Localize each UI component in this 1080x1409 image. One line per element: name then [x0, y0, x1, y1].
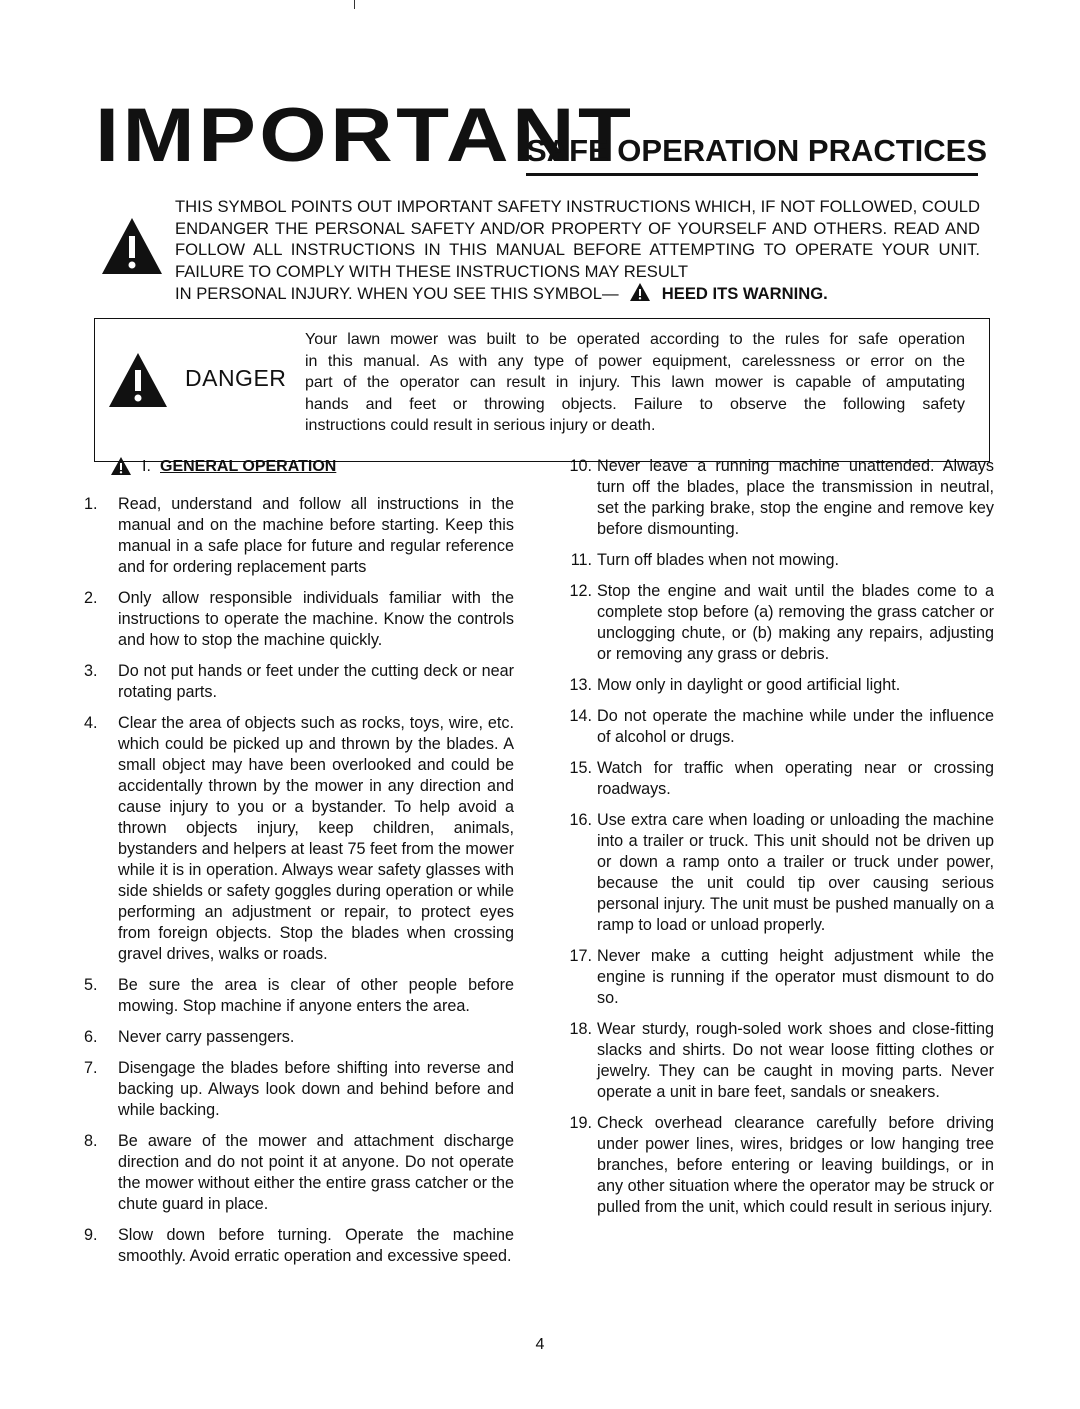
section-number: I. — [142, 458, 151, 475]
item-number: 4. — [84, 714, 98, 732]
warning-triangle-icon — [107, 351, 169, 409]
list-item — [84, 1058, 514, 1121]
item-text: Check overhead clearance carefully before driving under power lines, wires, bridges or low hanging tree branches, before entering or leaving buildings, or in any other situation where the operator may be struck or pulled from the unit, which could result in serious injury. — [597, 1114, 994, 1216]
item-number: 3. — [84, 662, 98, 680]
right-column — [562, 456, 994, 1228]
item-number: 14. — [569, 707, 592, 725]
danger-line: part of the operator can result in injury. This lawn mower is capable of amputating — [305, 374, 965, 392]
item-text: Only allow responsible individuals familiar with the instructions to operate the machine. Know the controls and how to stop the machine quickly. — [118, 589, 514, 649]
list-item — [562, 550, 994, 571]
item-text: Clear the area of objects such as rocks, toys, wire, etc. which could be picked up and thrown by the blades. A small object may have been overlooked and could be accidentally thrown by the mower in any direction and cause injury to you or a bystander. To help avoid a thrown objects injury, keep children, animals, bystanders and helpers at least 75 feet from the mower while it is in operation. Always wear safety glasses with side shields or safety goggles during operation or while performing an adjustment or repair, to protect eyes from foreign objects. Stop the blades when crossing gravel drives, walks or roads. — [118, 714, 514, 963]
list-item — [562, 758, 994, 800]
section-heading — [84, 456, 514, 480]
list-item — [84, 661, 514, 703]
safe-operation-practices-title: SAFE OPERATION PRACTICES — [526, 133, 978, 176]
item-text: Mow only in daylight or good artificial light. — [597, 676, 901, 694]
item-text: Do not put hands or feet under the cutting deck or near rotating parts. — [118, 662, 514, 701]
item-number: 9. — [84, 1226, 98, 1244]
list-item — [84, 1027, 514, 1048]
list-item — [562, 456, 994, 540]
item-text: Never carry passengers. — [118, 1028, 295, 1046]
page-number: 4 — [535, 1336, 545, 1353]
item-number: 7. — [84, 1059, 98, 1077]
item-number: 18. — [569, 1020, 592, 1038]
list-item — [562, 581, 994, 665]
item-number: 13. — [569, 676, 592, 694]
item-number: 2. — [84, 589, 98, 607]
warning-triangle-icon — [110, 456, 132, 476]
danger-box — [94, 318, 990, 462]
list-item — [562, 675, 994, 696]
item-text: Read, understand and follow all instructions in the manual and on the machine before starting. Keep this manual in a safe place for future and regular reference and for ordering replacement parts — [118, 495, 514, 576]
item-text: Be aware of the mower and attachment discharge direction and do not point it at anyone. Do not operate the mower without either the entire grass catcher or the chute guard in place. — [118, 1132, 514, 1213]
danger-label: DANGER — [185, 365, 287, 391]
safety-symbol-notice — [100, 196, 980, 305]
list-item — [84, 975, 514, 1017]
danger-line: Your lawn mower was built to be operated according to the rules for safe operation — [305, 331, 965, 348]
page-header — [95, 93, 995, 188]
item-text: Slow down before turning. Operate the machine smoothly. Avoid erratic operation and excessive speed. — [118, 1226, 514, 1265]
danger-line: hands and feet or throwing objects. Failure to observe the following safety — [305, 395, 965, 413]
item-number: 16. — [569, 811, 592, 829]
item-text: Never leave a running machine unattended. Always turn off the blades, place the transmission in neutral, set the parking brake, stop the engine and remove key before dismounting. — [597, 457, 994, 538]
item-text: Stop the engine and wait until the blades come to a complete stop before (a) removing the grass catcher or unclogging chute, or (b) making any repairs, adjusting or removing any grass or debris. — [597, 582, 994, 663]
item-number: 6. — [84, 1028, 98, 1046]
list-item — [84, 1131, 514, 1215]
danger-text — [305, 329, 965, 437]
list-item — [84, 1225, 514, 1267]
section-title: GENERAL OPERATION — [160, 458, 337, 475]
item-number: 17. — [569, 947, 592, 965]
list-item — [84, 588, 514, 651]
item-text: Be sure the area is clear of other people before mowing. Stop machine if anyone enters the area. — [118, 976, 514, 1015]
item-number: 10. — [569, 457, 592, 475]
safety-symbol-last-text: IN PERSONAL INJURY. WHEN YOU SEE THIS SYMBOL— — [175, 284, 619, 304]
item-number: 12. — [569, 582, 592, 600]
scan-mark — [354, 0, 355, 9]
safety-symbol-text — [175, 196, 980, 305]
left-column — [84, 456, 514, 1277]
item-text: Watch for traffic when operating near or crossing roadways. — [597, 759, 994, 798]
item-number: 1. — [84, 495, 98, 513]
item-number: 8. — [84, 1132, 98, 1150]
danger-line: in this manual. As with any type of power equipment, carelessness or error on the — [305, 352, 965, 370]
item-text: Do not operate the machine while under the influence of alcohol or drugs. — [597, 707, 994, 746]
list-item — [84, 494, 514, 578]
item-number: 19. — [569, 1114, 592, 1132]
safety-symbol-last-line — [175, 282, 980, 305]
safety-symbol-main-text: THIS SYMBOL POINTS OUT IMPORTANT SAFETY INSTRUCTIONS WHICH, IF NOT FOLLOWED, COULD ENDANGER THE PERSONAL SAFETY AND/OR PROPERTY OF YOURSELF AND OTHERS. READ AND FOLLOW ALL INSTRUCTIONS IN THIS MANUAL BEFORE ATTEMPTING TO OPERATE YOUR UNIT. FAILURE TO COMPLY WITH THESE INSTRUCTIONS MAY RESULT — [175, 197, 980, 281]
item-number: 15. — [569, 759, 592, 777]
item-text: Never make a cutting height adjustment while the engine is running if the operator must dismount to do so. — [597, 947, 994, 1007]
warning-triangle-icon — [100, 216, 164, 276]
list-item — [562, 810, 994, 936]
item-text: Use extra care when loading or unloading the machine into a trailer or truck. This unit should not be driven up or down a ramp onto a trailer or truck under power, because the unit could tip over causing serious personal injury. The unit must be pushed manually on a ramp to load or unload properly. — [597, 811, 994, 934]
heed-its-warning: HEED ITS WARNING. — [661, 284, 828, 304]
item-number: 5. — [84, 976, 98, 994]
list-item — [562, 706, 994, 748]
item-number: 11. — [570, 551, 592, 569]
inline-warning-icon — [629, 282, 651, 302]
danger-line: instructions could result in serious injury or death. — [305, 417, 656, 435]
important-title: IMPORTANT — [95, 93, 635, 178]
list-item — [562, 1113, 994, 1218]
item-text: Turn off blades when not mowing. — [597, 551, 840, 569]
item-text: Disengage the blades before shifting into reverse and backing up. Always look down and behind before and while backing. — [118, 1059, 514, 1119]
list-item — [562, 946, 994, 1009]
list-item — [84, 713, 514, 965]
list-item — [562, 1019, 994, 1103]
item-text: Wear sturdy, rough-soled work shoes and close-fitting slacks and shirts. Do not wear loose fitting clothes or jewelry. They can be caught in moving parts. Never operate a unit in bare feet, sandals or sneakers. — [597, 1020, 994, 1101]
